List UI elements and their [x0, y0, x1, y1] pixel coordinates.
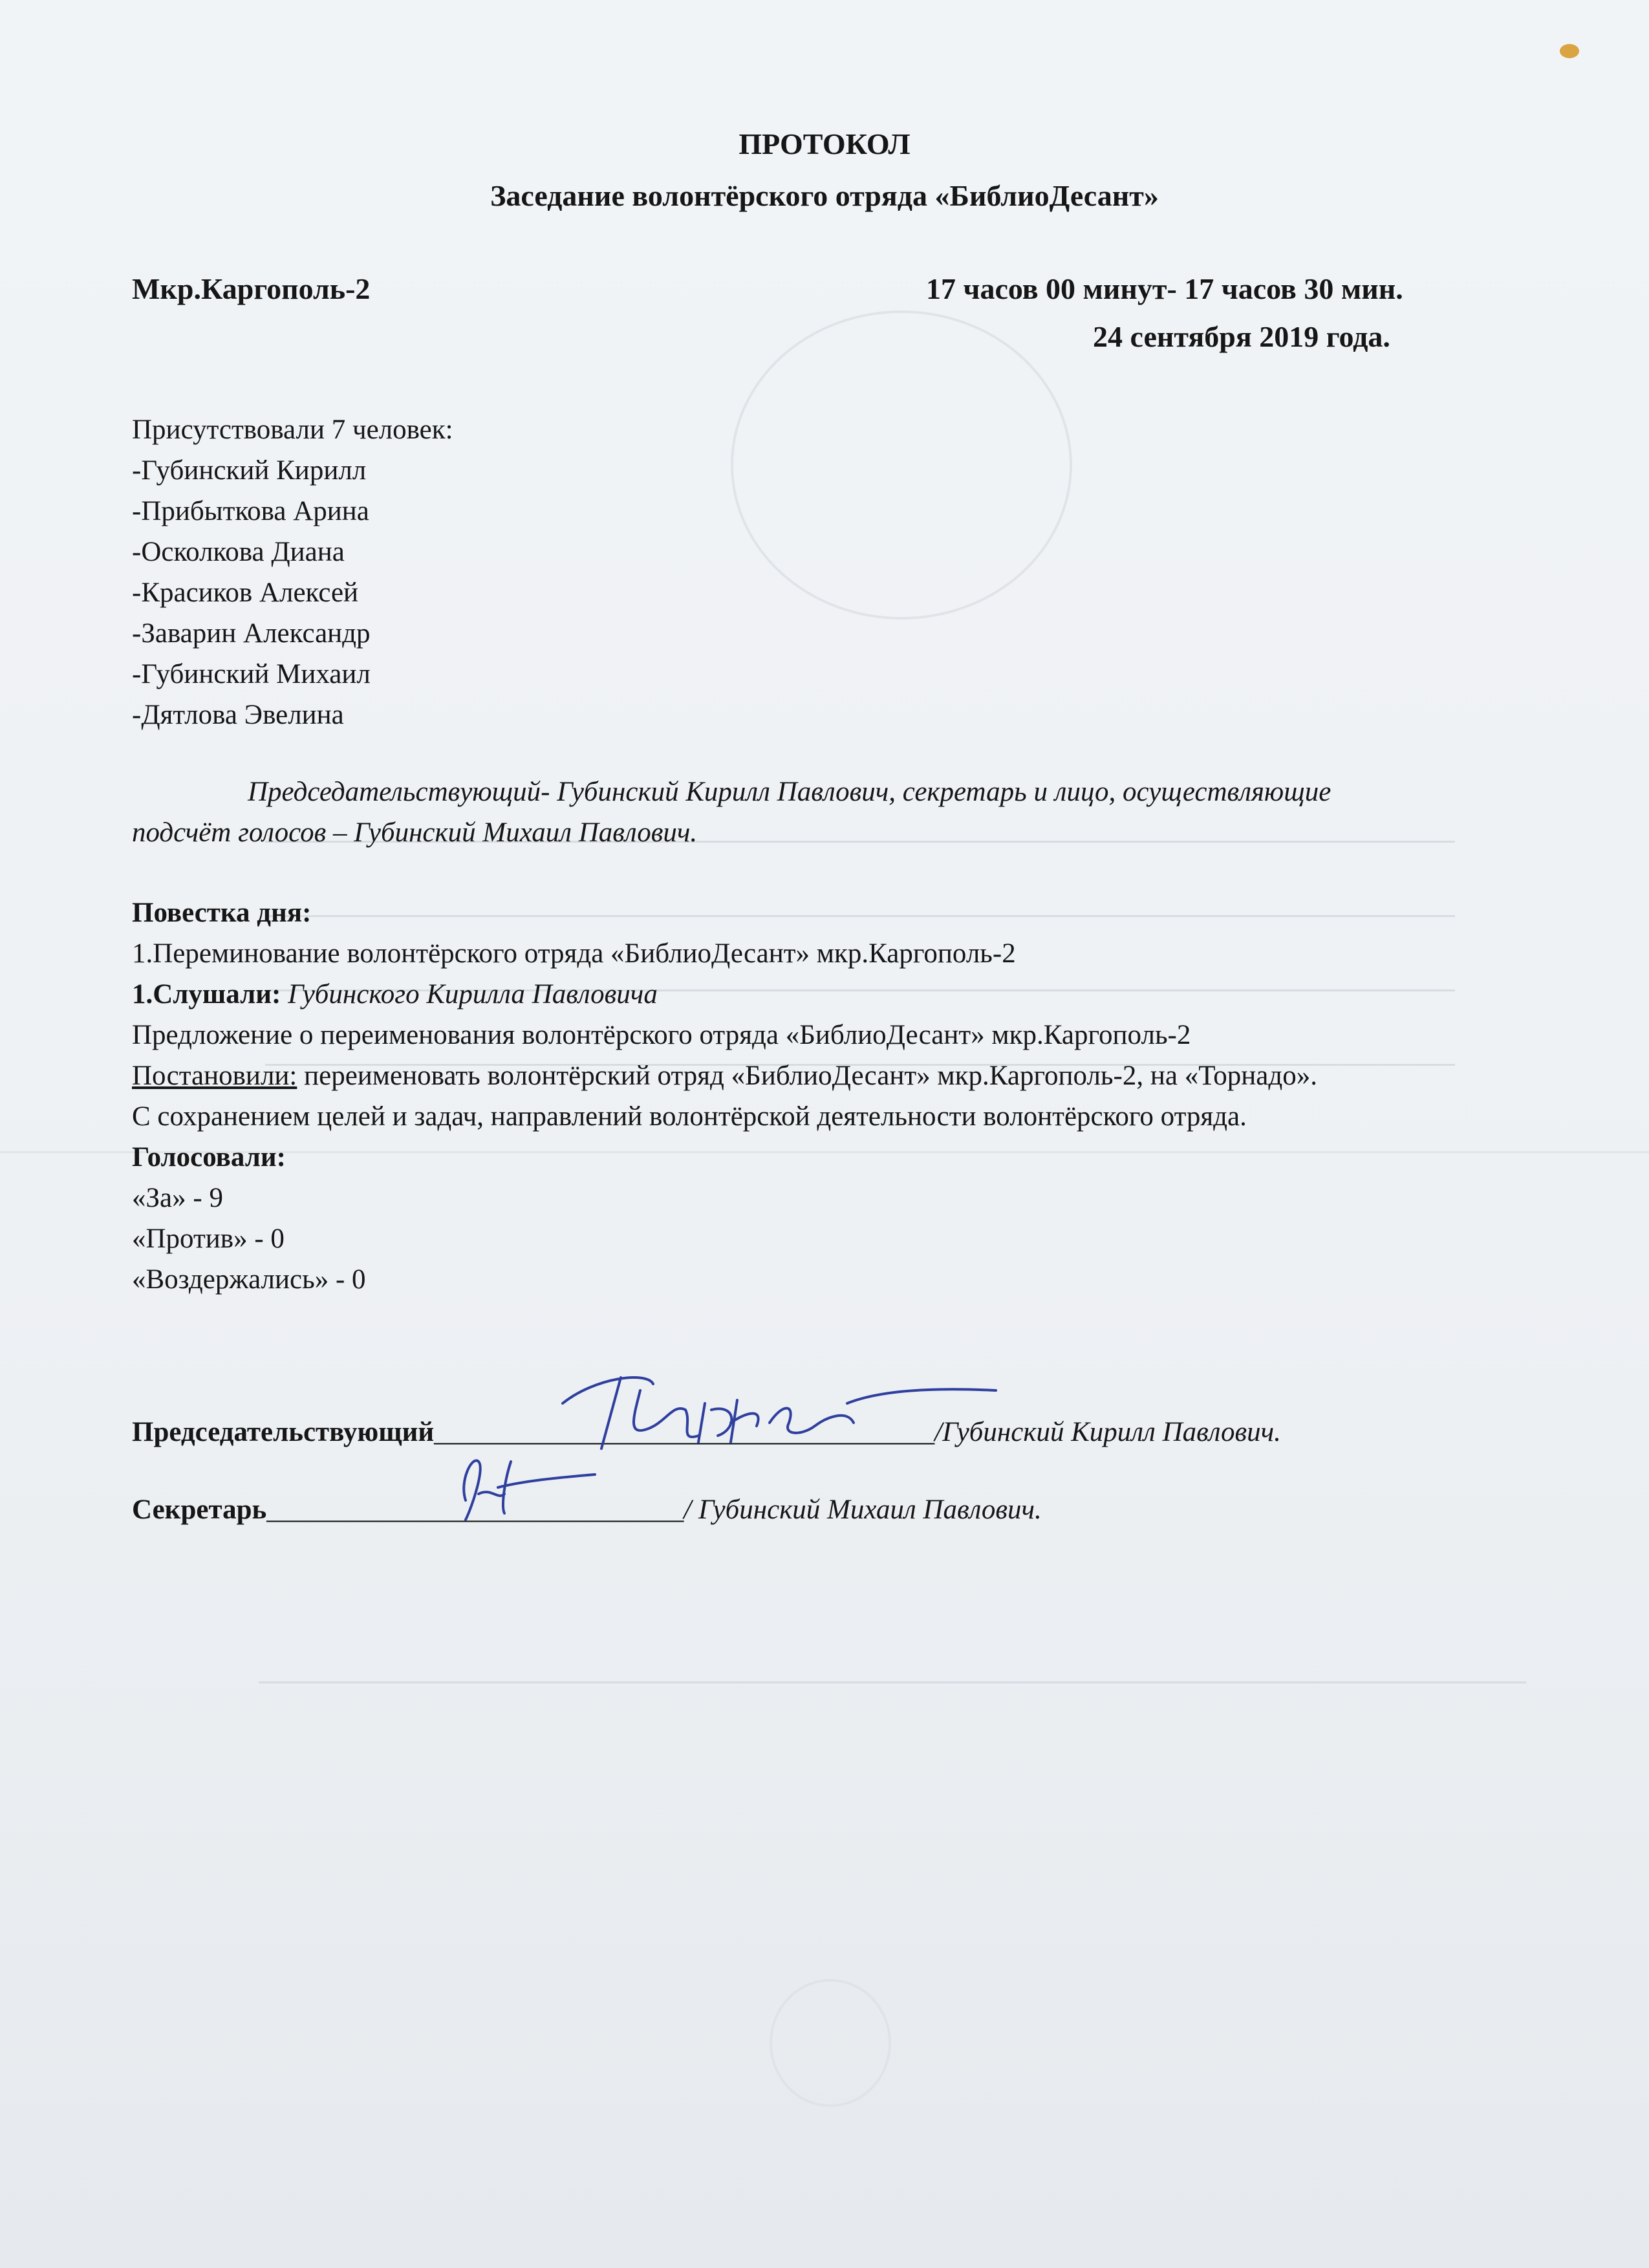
agenda-item-1: 1.Переминование волонтёрского отряда «БиблиоДесант» мкр.Каргополь-2	[132, 938, 1016, 969]
roles-line-1: Председательствующий- Губинский Кирилл Павлович, секретарь и лицо, осуществляющие	[248, 777, 1331, 807]
heard-name: Губинского Кирилла Павловича	[281, 979, 658, 1010]
vote-abstained: «Воздержались» - 0	[132, 1264, 366, 1295]
heard-label: 1.Слушали:	[132, 979, 281, 1010]
agenda-heading: Повестка дня:	[132, 898, 312, 928]
secretary-handwritten-signature	[440, 1442, 608, 1533]
document-subtitle: Заседание волонтёрского отряда «БиблиоДесант»	[490, 179, 1159, 212]
attendance-intro: Присутствовали 7 человек:	[132, 415, 453, 445]
chair-underline: ____________________________________	[434, 1417, 935, 1447]
heard-line	[132, 978, 658, 1011]
meeting-date: 24 сентября 2019 года.	[1093, 320, 1390, 353]
ghost-seal-top	[731, 310, 1072, 620]
resolved-continuation: С сохранением целей и задач, направлений волонтёрской деятельности волонтёрского отряда.	[132, 1101, 1247, 1132]
roles-line-2: подсчёт голосов – Губинский Михаил Павлович.	[132, 817, 698, 848]
ghost-seal-bottom	[770, 1979, 891, 2107]
secretary-underline: ______________________________	[266, 1495, 684, 1525]
vote-for: «За» - 9	[132, 1183, 223, 1213]
resolved-line	[132, 1060, 1317, 1092]
chair-handwritten-signature	[543, 1365, 1009, 1462]
member-item: -Прибыткова Арина	[132, 496, 369, 526]
secretary-name: / Губинский Михаил Павлович.	[684, 1495, 1042, 1525]
member-item: -Красиков Алексей	[132, 578, 359, 608]
resolved-label: Постановили:	[132, 1061, 297, 1091]
ghost-table-line	[265, 915, 1455, 917]
member-item: -Осколкова Диана	[132, 537, 345, 567]
chair-name: /Губинский Кирилл Павлович.	[934, 1417, 1281, 1447]
document-title: ПРОТОКОЛ	[738, 127, 911, 160]
member-item: -Дятлова Эвелина	[132, 700, 344, 730]
member-item: -Заварин Александр	[132, 618, 371, 649]
member-item: -Губинский Михаил	[132, 659, 371, 689]
member-item: -Губинский Кирилл	[132, 455, 367, 486]
proposal-text: Предложение о переименования волонтёрского отряда «БиблиоДесант» мкр.Каргополь-2	[132, 1020, 1191, 1050]
resolved-text: переименовать волонтёрский отряд «БиблиоДесант» мкр.Каргополь-2, на «Торнадо».	[297, 1061, 1317, 1091]
meeting-time: 17 часов 00 минут- 17 часов 30 мин.	[926, 272, 1403, 305]
vote-against: «Против» - 0	[132, 1224, 285, 1254]
meeting-place: Мкр.Каргополь-2	[132, 272, 371, 305]
ghost-rule	[259, 1681, 1526, 1683]
voting-heading: Голосовали:	[132, 1142, 286, 1172]
secretary-label: Секретарь	[132, 1495, 267, 1525]
paper-stain	[1560, 44, 1579, 58]
chair-label: Председательствующий	[132, 1417, 435, 1447]
